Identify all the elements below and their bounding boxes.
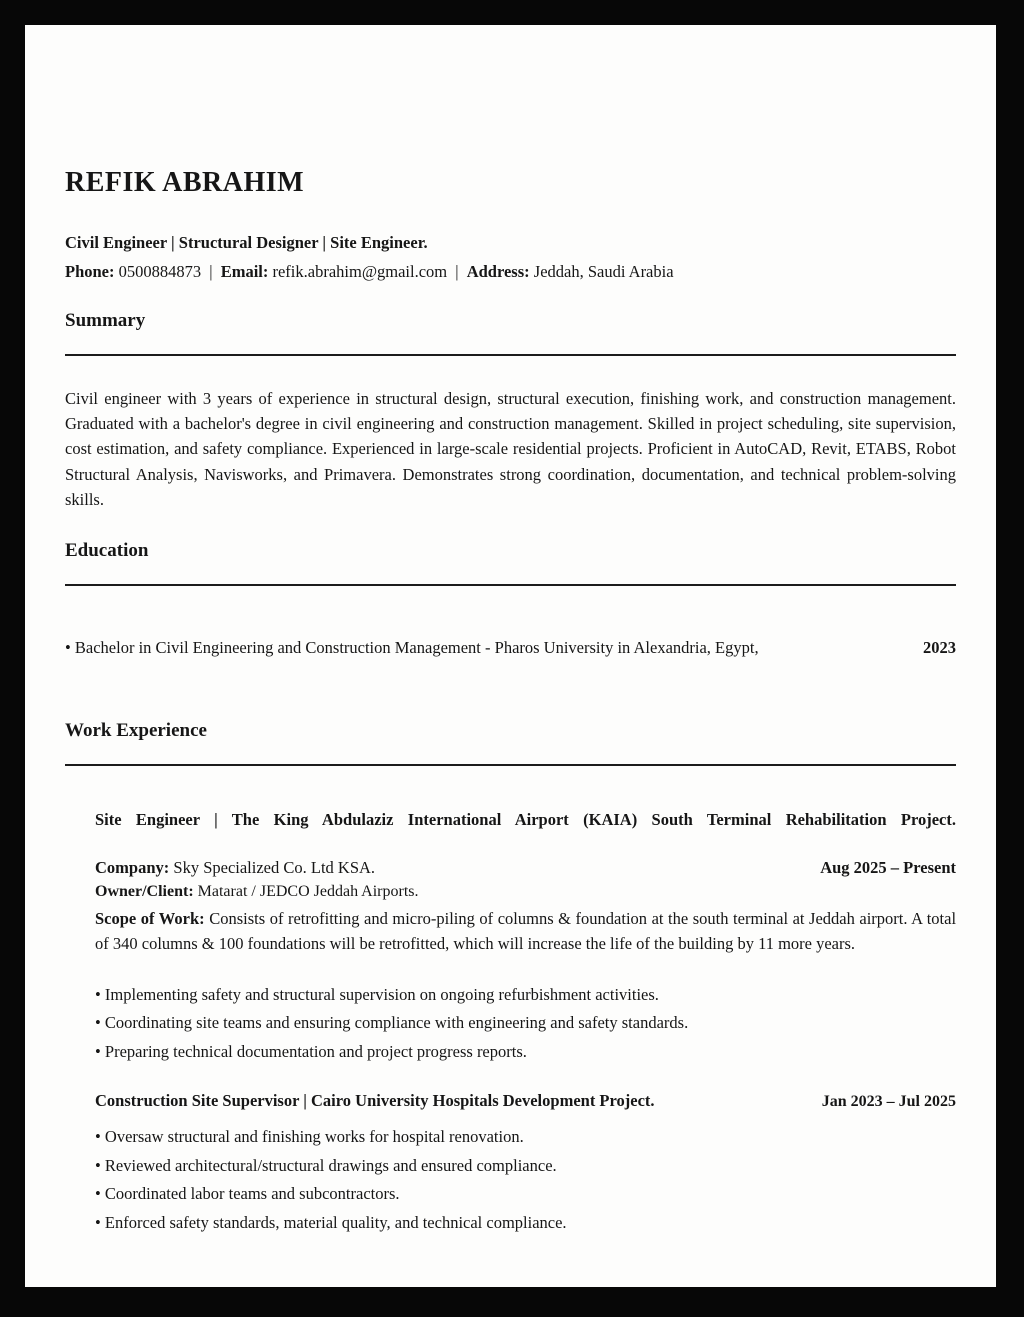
- company-label: Company:: [95, 858, 170, 878]
- scope-of-work-value: Consists of retrofitting and micro-piling of columns & foundation at the south terminal at Jeddah airport. A total of 340 columns & 100 foundations will be retrofitted, which will increase the life of the building by 11 more years.: [95, 909, 957, 953]
- candidate-headline: Civil Engineer | Structural Designer | Site Engineer.: [65, 233, 428, 252]
- work-experience-heading: Work Experience: [65, 720, 207, 742]
- job1-owner-row: [95, 883, 956, 901]
- list-item: • Implementing safety and structural supervision on ongoing refurbishment activities.: [95, 984, 659, 1004]
- education-item: [65, 638, 956, 658]
- education-rule: [65, 584, 956, 586]
- education-year: 2023: [923, 638, 956, 658]
- list-item: • Preparing technical documentation and project progress reports.: [95, 1042, 527, 1062]
- job1-scope: [95, 907, 956, 957]
- address-value: Jeddah, Saudi Arabia: [533, 262, 674, 281]
- job-entry-2-header: [95, 1091, 956, 1111]
- phone-label: Phone:: [65, 262, 115, 281]
- list-item: • Reviewed architectural/structural drawings and ensured compliance.: [95, 1155, 557, 1175]
- education-heading: Education: [65, 540, 149, 562]
- contact-line: [65, 262, 956, 282]
- education-degree: • Bachelor in Civil Engineering and Construction Management - Pharos University in Alexandria, Egypt,: [65, 638, 759, 658]
- separator: |: [455, 262, 459, 281]
- job2-dates: Jan 2023 – Jul 2025: [821, 1092, 956, 1110]
- list-item: • Oversaw structural and finishing works for hospital renovation.: [95, 1126, 524, 1146]
- job1-dates: Aug 2025 – Present: [820, 858, 956, 878]
- education-block: [65, 638, 956, 658]
- resume-page: [25, 25, 996, 1287]
- job1-bullets: [95, 983, 956, 1065]
- email-label: Email:: [220, 262, 269, 281]
- summary-text: Civil engineer with 3 years of experience in structural design, structural execution, finishing work, and construction management. Graduated with a bachelor's degree in civil engineering and construction management. Skilled in project scheduling, site supervision, cost estimation, and safety compliance. Experienced in large-scale residential projects. Proficient in AutoCAD, Revit, ETABS, Robot Structural Analysis, Navisworks, and Primavera. Demonstrates strong coordination, documentation, and technical problem-solving skills.: [65, 389, 956, 509]
- separator: |: [209, 262, 213, 281]
- job1-company: [95, 858, 375, 878]
- job1-company-row: [95, 858, 956, 878]
- email-value: refik.abrahim@gmail.com: [272, 262, 448, 281]
- job2-title: Construction Site Supervisor | Cairo University Hospitals Development Project.: [95, 1090, 655, 1110]
- owner-client-value: Matarat / JEDCO Jeddah Airports.: [197, 883, 419, 901]
- phone-value: 0500884873: [118, 262, 202, 281]
- list-item: • Coordinating site teams and ensuring compliance with engineering and safety standards.: [95, 1013, 689, 1033]
- owner-client-label: Owner/Client:: [95, 883, 194, 901]
- list-item: • Enforced safety standards, material quality, and technical compliance.: [95, 1213, 567, 1233]
- summary-heading: Summary: [65, 310, 146, 331]
- job-entry-1: [65, 810, 956, 1236]
- job2-bullets: [95, 1125, 956, 1236]
- list-item: • Coordinated labor teams and subcontractors.: [95, 1184, 400, 1204]
- summary-rule: [65, 354, 956, 356]
- candidate-name: REFIK ABRAHIM: [65, 167, 305, 198]
- address-label: Address:: [466, 262, 530, 281]
- company-value: Sky Specialized Co. Ltd KSA.: [173, 858, 376, 878]
- work-experience-rule: [65, 764, 956, 766]
- job1-title: Site Engineer | The King Abdulaziz International Airport (KAIA) South Terminal Rehabilitation Project.: [95, 810, 956, 830]
- scope-of-work-label: Scope of Work:: [95, 909, 205, 929]
